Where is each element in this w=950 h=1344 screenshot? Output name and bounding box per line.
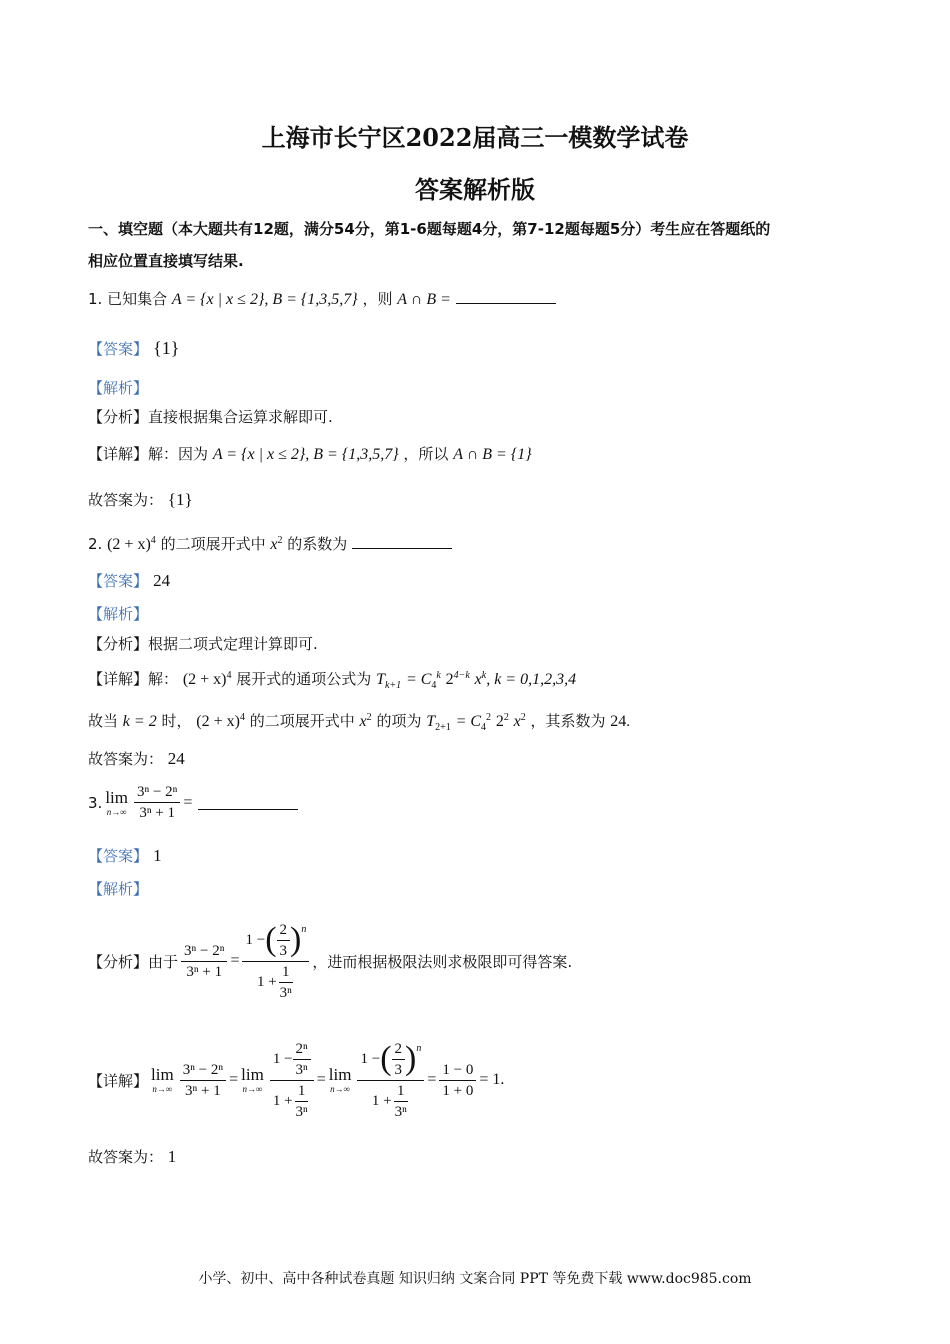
eq-sign: =	[316, 1071, 326, 1088]
q2-answer-row	[88, 570, 170, 591]
answer-blank	[352, 534, 452, 549]
q2-detail-C-sub: 4	[431, 680, 437, 691]
one-plus: 1 +	[256, 974, 277, 990]
lim-sub: n→∞	[106, 806, 127, 817]
lim-sub: n→∞	[242, 1084, 263, 1094]
q2-detail-T: T	[376, 671, 385, 688]
q1-detail-row	[88, 443, 532, 464]
q2-detail-pow: 2	[445, 671, 454, 688]
detail-label: 【详解】	[88, 445, 149, 463]
frac-numerator	[270, 1039, 314, 1081]
q2-d2-prefix: 故当	[88, 712, 119, 730]
frac-numerator: 1 − 0	[439, 1060, 476, 1081]
q1-final-value: {1}	[167, 490, 193, 509]
inner-num: 1	[279, 962, 293, 983]
q3-fraction	[134, 782, 180, 823]
question-2-stem	[88, 533, 452, 554]
answer-blank	[456, 289, 556, 304]
q3-num: 3.	[88, 793, 103, 812]
pow-n: n	[416, 1042, 422, 1054]
q3-analysis-label: 【解析】	[88, 880, 149, 898]
lim-word: lim	[151, 1065, 174, 1084]
q1-fenxi-text: 直接根据集合运算求解即可.	[148, 408, 333, 426]
q2-detail-row	[88, 668, 576, 691]
q1-detail-math2: A ∩ B = {1}	[453, 446, 532, 463]
q2-d2-C-sup: 2	[486, 712, 492, 723]
inner-num: 2ⁿ	[293, 1039, 311, 1060]
q3-detail-row	[88, 1030, 504, 1130]
q1-final-row	[88, 489, 193, 510]
q1-detail-mid: ，所以	[403, 445, 449, 463]
q2-d2-T-sub: 2+1	[435, 722, 451, 733]
inner-num: 1	[295, 1081, 309, 1102]
eq-sign: =	[229, 1071, 239, 1088]
q3-d-lim1	[151, 1066, 174, 1094]
q1-detail-prefix: 解：因为	[148, 445, 209, 463]
q1-set-def: A = {x | x ≤ 2}, B = {1,3,5,7}	[171, 291, 358, 308]
q3-fenxi-prefix: 由于	[148, 952, 179, 971]
inner-frac	[277, 962, 295, 1003]
inner-den: 3ⁿ	[279, 984, 292, 1001]
conclusion-label: 故答案为：	[88, 750, 164, 768]
q2-d2-binomial: (2 + x)	[196, 713, 240, 730]
q2-detail-binomial-exp: 4	[226, 670, 232, 681]
q3-d-result: = 1.	[479, 1071, 505, 1088]
frac-denominator: 3ⁿ + 1	[186, 963, 223, 980]
frac-numerator	[242, 920, 309, 962]
footer-text: 小学、初中、高中各种试卷真题 知识归纳 文案合同 PPT 等免费下载 www.doc985.com	[198, 1271, 752, 1287]
inner-frac	[392, 1081, 410, 1122]
q2-fenxi-row	[88, 633, 318, 654]
q2-d2-two-exp: 2	[503, 712, 509, 723]
question-3-stem	[88, 782, 298, 823]
q2-fenxi-text: 根据二项式定理计算即可.	[148, 635, 318, 653]
q3-fenxi-frac1	[181, 941, 227, 982]
q2-text1: 的二项展开式中	[160, 535, 266, 553]
q2-final-row	[88, 748, 185, 769]
frac-denominator	[254, 962, 298, 1003]
q2-analysis-label: 【解析】	[88, 605, 149, 623]
q3-final-row	[88, 1146, 176, 1167]
q2-d2-x2: x	[513, 713, 521, 730]
q3-fenxi-frac2	[242, 920, 309, 1003]
q2-detail-pow-exp: 4−k	[453, 670, 470, 681]
question-1-stem	[88, 288, 556, 309]
section-heading-line2: 相应位置直接填写结果.	[88, 252, 244, 270]
q2-d2-text3: ，其系数为	[530, 712, 606, 730]
paren-left: (	[380, 1040, 392, 1077]
conclusion-label: 故答案为：	[88, 1148, 164, 1166]
q3-fenxi-row	[88, 912, 572, 1010]
q1-detail-math1: A = {x | x ≤ 2}, B = {1,3,5,7}	[212, 446, 399, 463]
fenxi-label: 【分析】	[88, 408, 149, 426]
q2-d2-C: = C	[455, 713, 482, 730]
q2-d2-text2: 的项为	[376, 712, 422, 730]
inner-frac	[392, 1039, 406, 1080]
q2-d2-val: 24	[610, 713, 627, 730]
one-minus: 1 −	[272, 1051, 293, 1067]
q2-detail-range: , k = 0,1,2,3,4	[486, 671, 577, 688]
inner-den: 3ⁿ	[295, 1103, 308, 1120]
answer-label: 【答案】	[88, 340, 149, 358]
eq-sign: =	[427, 1071, 437, 1088]
inner-num: 2	[392, 1039, 406, 1060]
answer-blank	[198, 795, 298, 810]
q2-d2-C-sub: 4	[481, 722, 487, 733]
inner-den: 3	[279, 942, 288, 959]
paren-right: )	[290, 921, 302, 958]
frac-numerator: 3ⁿ − 2ⁿ	[180, 1060, 226, 1081]
inner-den: 3	[394, 1061, 403, 1078]
answer-label: 【答案】	[88, 572, 149, 590]
q3-final-value: 1	[167, 1147, 177, 1166]
lim-word: lim	[328, 1065, 352, 1084]
frac-numerator	[357, 1039, 424, 1081]
q2-binomial-exp: 4	[150, 535, 156, 546]
frac-denominator: 1 + 0	[442, 1082, 474, 1099]
detail-label: 【详解】	[88, 670, 149, 688]
q3-answer-row	[88, 845, 162, 866]
q2-d2-x: x	[359, 713, 367, 730]
one-minus: 1 −	[245, 932, 266, 948]
q1-then: ，则	[362, 290, 393, 308]
frac-denominator	[369, 1081, 413, 1122]
inner-frac	[293, 1081, 311, 1122]
frac-numerator: 3ⁿ − 2ⁿ	[181, 941, 227, 962]
eq-sign: =	[230, 952, 240, 969]
q3-answer-value: 1	[153, 846, 162, 865]
q2-answer-value: 24	[153, 571, 171, 590]
q1-answer-value: {1}	[153, 338, 180, 358]
paren-left: (	[265, 921, 277, 958]
q3-d-frac4	[439, 1060, 476, 1101]
answer-label: 【答案】	[88, 847, 149, 865]
q2-d2-T: T	[426, 713, 436, 730]
conclusion-label: 故答案为：	[88, 491, 164, 509]
frac-denominator	[270, 1081, 314, 1122]
q2-detail-x: x	[474, 671, 482, 688]
fenxi-label: 【分析】	[88, 952, 149, 971]
q3-eq: =	[183, 793, 193, 811]
one-plus: 1 +	[272, 1093, 293, 1109]
q2-d2-x2-exp: 2	[520, 712, 526, 723]
q3-d-frac1	[180, 1060, 226, 1101]
q2-detail-prefix: 解：	[148, 670, 179, 688]
q2-final-value: 24	[167, 749, 185, 768]
q2-d2-time: 时，	[161, 712, 192, 730]
paren-right: )	[405, 1040, 417, 1077]
q2-detail2-row: 故当 k = 2 时， $(2 + x)^4$ 的二项展开式中 $x^2$ 的项为 $T_{2+1} = C_4^2$ $2^2$ $x^2$ ，其系数为 24.	[88, 712, 631, 733]
lim-sub: n→∞	[330, 1084, 351, 1094]
q2-detail-C-sup: k	[436, 670, 441, 681]
one-plus: 1 +	[371, 1093, 392, 1109]
q2-detail-x-exp: k	[481, 670, 487, 681]
q3-d-frac3	[357, 1039, 424, 1122]
frac-numerator: 3ⁿ − 2ⁿ	[134, 782, 180, 803]
q2-d2-k: k = 2	[122, 713, 157, 730]
inner-den: 3ⁿ	[295, 1061, 308, 1078]
q2-x-exp: 2	[277, 535, 283, 546]
inner-num: 2	[277, 920, 291, 941]
q2-num: 2.	[88, 535, 103, 553]
q2-text2: 的系数为	[287, 535, 348, 553]
q1-fenxi-row	[88, 406, 333, 427]
inner-frac	[293, 1039, 311, 1080]
lim-word: lim	[241, 1065, 264, 1084]
page-title: 上海市长宁区2022届高三一模数学试卷	[261, 123, 689, 152]
q1-analysis-label: 【解析】	[88, 379, 149, 397]
frac-denominator: 3ⁿ + 1	[185, 1082, 221, 1099]
q3-d-lim3	[329, 1066, 352, 1094]
inner-frac	[277, 920, 291, 961]
q2-detail-binomial: (2 + x)	[182, 671, 227, 688]
q2-x: x	[270, 536, 278, 553]
lim-sub: n→∞	[152, 1084, 173, 1094]
lim-word: lim	[105, 787, 128, 807]
q2-d2-binomial-exp: 4	[239, 712, 245, 723]
q3-lim	[105, 789, 128, 817]
q2-d2-text1: 的二项展开式中	[249, 712, 355, 730]
q1-answer-row	[88, 338, 179, 359]
q2-d2-two: 2	[495, 713, 504, 730]
fenxi-label: 【分析】	[88, 635, 149, 653]
q2-detail-T-sub: k+1	[384, 680, 402, 691]
q1-intersection: A ∩ B =	[397, 291, 451, 308]
section-heading-line1: 一、填空题（本大题共有12题，满分54分，第1-6题每题4分，第7-12题每题5分）考生应在答题纸的	[88, 220, 771, 238]
inner-den: 3ⁿ	[394, 1103, 407, 1120]
frac-denominator: 3ⁿ + 1	[139, 805, 176, 821]
q3-d-lim2	[241, 1066, 264, 1094]
q2-d2-x-exp: 2	[366, 712, 372, 723]
q2-detail-text1: 展开式的通项公式为	[236, 670, 372, 688]
inner-num: 1	[394, 1081, 408, 1102]
q3-d-frac2	[270, 1039, 314, 1122]
q2-detail-C: = C	[405, 671, 432, 688]
pow-n: n	[301, 923, 307, 935]
q1-prefix: 1. 已知集合	[88, 290, 168, 308]
q3-fenxi-suffix: ，进而根据极限法则求极限即可得答案.	[312, 952, 573, 971]
detail-label: 【详解】	[88, 1071, 149, 1090]
page-subtitle: 答案解析版	[415, 175, 535, 204]
q2-binomial: (2 + x)	[107, 536, 151, 553]
one-minus: 1 −	[360, 1051, 381, 1067]
